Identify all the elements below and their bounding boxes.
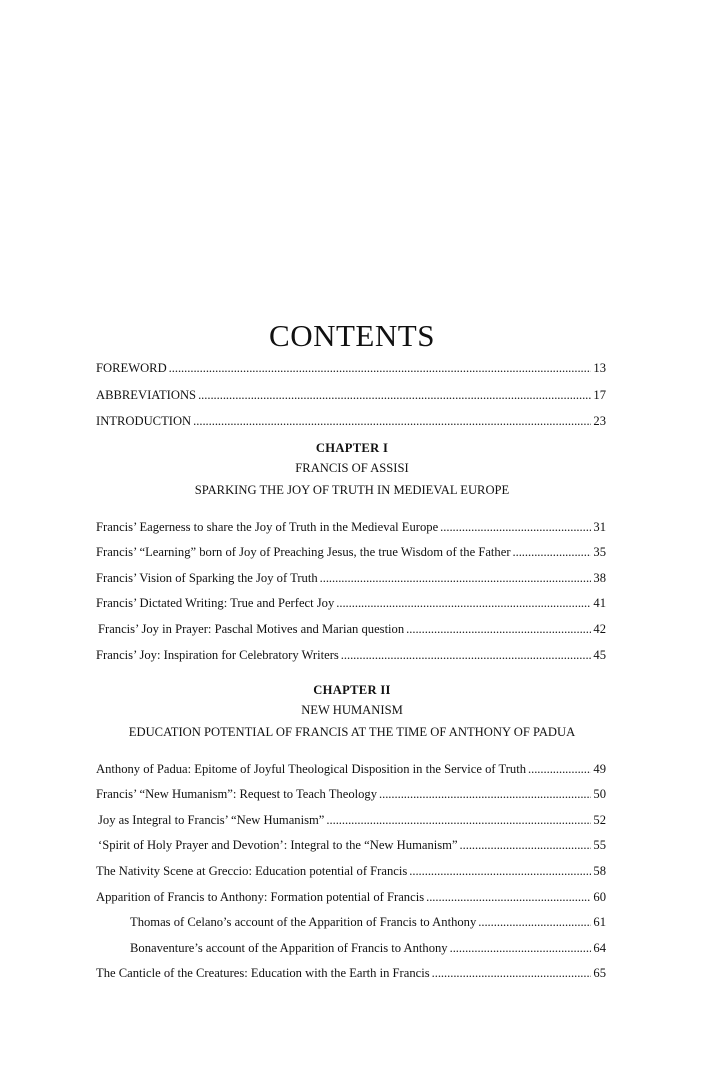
toc-leader-dots xyxy=(478,912,591,932)
chapter-2-label: CHAPTER II xyxy=(313,683,391,697)
toc-entry-page: 45 xyxy=(593,648,606,662)
toc-entry-title: Francis’ Joy: Inspiration for Celebratory Writers xyxy=(96,648,339,662)
toc-leader-dots xyxy=(450,938,592,958)
toc-entry-title: Francis’ Vision of Sparking the Joy of Truth xyxy=(96,571,318,585)
toc-entry-page: 50 xyxy=(593,787,606,801)
toc-entry-page: 41 xyxy=(593,596,606,610)
toc-entry-page: 35 xyxy=(593,545,606,559)
toc-leader-dots xyxy=(528,759,591,779)
toc-leader-dots xyxy=(409,861,591,881)
toc-leader-dots xyxy=(326,810,591,830)
toc-entry-title: Francis’ Eagerness to share the Joy of Truth in the Medieval Europe xyxy=(96,520,439,534)
toc-entry[interactable] xyxy=(96,593,606,613)
toc-entry-page: 38 xyxy=(593,571,606,585)
toc-entry[interactable] xyxy=(96,645,606,665)
toc-leader-dots xyxy=(193,411,591,431)
toc-entry-title: Thomas of Celano’s account of the Apparition of Francis to Anthony xyxy=(130,915,477,929)
toc-entry[interactable] xyxy=(98,835,606,855)
toc-entry[interactable] xyxy=(96,759,606,779)
toc-entry-title: Francis’ “New Humanism”: Request to Teach Theology xyxy=(96,787,378,801)
toc-entry-page: 23 xyxy=(593,414,606,428)
toc-leader-dots xyxy=(432,963,592,983)
toc-entry-page: 52 xyxy=(593,813,606,827)
toc-leader-dots xyxy=(336,593,591,613)
toc-leader-dots xyxy=(320,568,592,588)
toc-entry-page: 13 xyxy=(593,361,606,375)
chapter-1-label: CHAPTER I xyxy=(315,441,389,455)
toc-entry-title: Francis’ Dictated Writing: True and Perfect Joy xyxy=(96,596,335,610)
toc-entry-abbreviations[interactable] xyxy=(96,385,606,405)
toc-entry[interactable] xyxy=(96,517,606,537)
toc-leader-dots xyxy=(379,784,591,804)
toc-entry-title: ABBREVIATIONS xyxy=(96,388,197,402)
toc-entry[interactable] xyxy=(96,887,606,907)
toc-entry-title: INTRODUCTION xyxy=(96,414,192,428)
toc-subentry[interactable] xyxy=(130,912,606,932)
toc-entry[interactable] xyxy=(96,568,606,588)
toc-leader-dots xyxy=(198,385,591,405)
toc-entry[interactable] xyxy=(98,810,606,830)
chapter-2-subtitle: EDUCATION POTENTIAL OF FRANCIS AT THE TIME OF ANTHONY OF PADUA xyxy=(128,725,576,739)
toc-entry-title: Joy as Integral to Francis’ “New Humanism” xyxy=(98,813,325,827)
toc-entry-title: The Canticle of the Creatures: Education with the Earth in Francis xyxy=(96,966,430,980)
toc-leader-dots xyxy=(513,542,592,562)
toc-entry-page: 42 xyxy=(593,622,606,636)
toc-entry-page: 60 xyxy=(593,890,606,904)
toc-subentry[interactable] xyxy=(130,938,606,958)
toc-leader-dots xyxy=(341,645,592,665)
toc-entry[interactable] xyxy=(96,784,606,804)
toc-entry-page: 65 xyxy=(593,966,606,980)
chapter-2-title: NEW HUMANISM xyxy=(301,703,403,717)
toc-entry-foreword[interactable] xyxy=(96,358,606,378)
toc-entry-title: Anthony of Padua: Epitome of Joyful Theological Disposition in the Service of Truth xyxy=(96,762,527,776)
toc-leader-dots xyxy=(460,835,592,855)
toc-entry[interactable] xyxy=(96,963,606,983)
toc-entry-page: 61 xyxy=(593,915,606,929)
toc-entry-page: 31 xyxy=(593,520,606,534)
toc-entry-page: 58 xyxy=(593,864,606,878)
toc-entry[interactable] xyxy=(96,542,606,562)
toc-entry-introduction[interactable] xyxy=(96,411,606,431)
toc-entry-title: Francis’ Joy in Prayer: Paschal Motives and Marian question xyxy=(98,622,405,636)
toc-leader-dots xyxy=(406,619,591,639)
page-title: CONTENTS xyxy=(269,318,435,353)
toc-entry[interactable] xyxy=(98,619,606,639)
toc-entry-page: 64 xyxy=(593,941,606,955)
toc-leader-dots xyxy=(426,887,591,907)
toc-entry-title: ‘Spirit of Holy Prayer and Devotion’: Integral to the “New Humanism” xyxy=(98,838,458,852)
toc-entry-page: 55 xyxy=(593,838,606,852)
chapter-1-subtitle: SPARKING THE JOY OF TRUTH IN MEDIEVAL EUROPE xyxy=(194,483,510,497)
toc-entry-title: The Nativity Scene at Greccio: Education potential of Francis xyxy=(96,864,408,878)
toc-entry-title: Francis’ “Learning” born of Joy of Preaching Jesus, the true Wisdom of the Father xyxy=(96,545,511,559)
toc-leader-dots xyxy=(440,517,591,537)
chapter-1-title: FRANCIS OF ASSISI xyxy=(295,461,409,475)
toc-entry-title: Bonaventure’s account of the Apparition of Francis to Anthony xyxy=(130,941,448,955)
toc-leader-dots xyxy=(169,358,592,378)
toc-entry-title: FOREWORD xyxy=(96,361,167,375)
toc-entry-page: 49 xyxy=(593,762,606,776)
toc-entry[interactable] xyxy=(96,861,606,881)
toc-entry-page: 17 xyxy=(593,388,606,402)
toc-entry-title: Apparition of Francis to Anthony: Formation potential of Francis xyxy=(96,890,425,904)
